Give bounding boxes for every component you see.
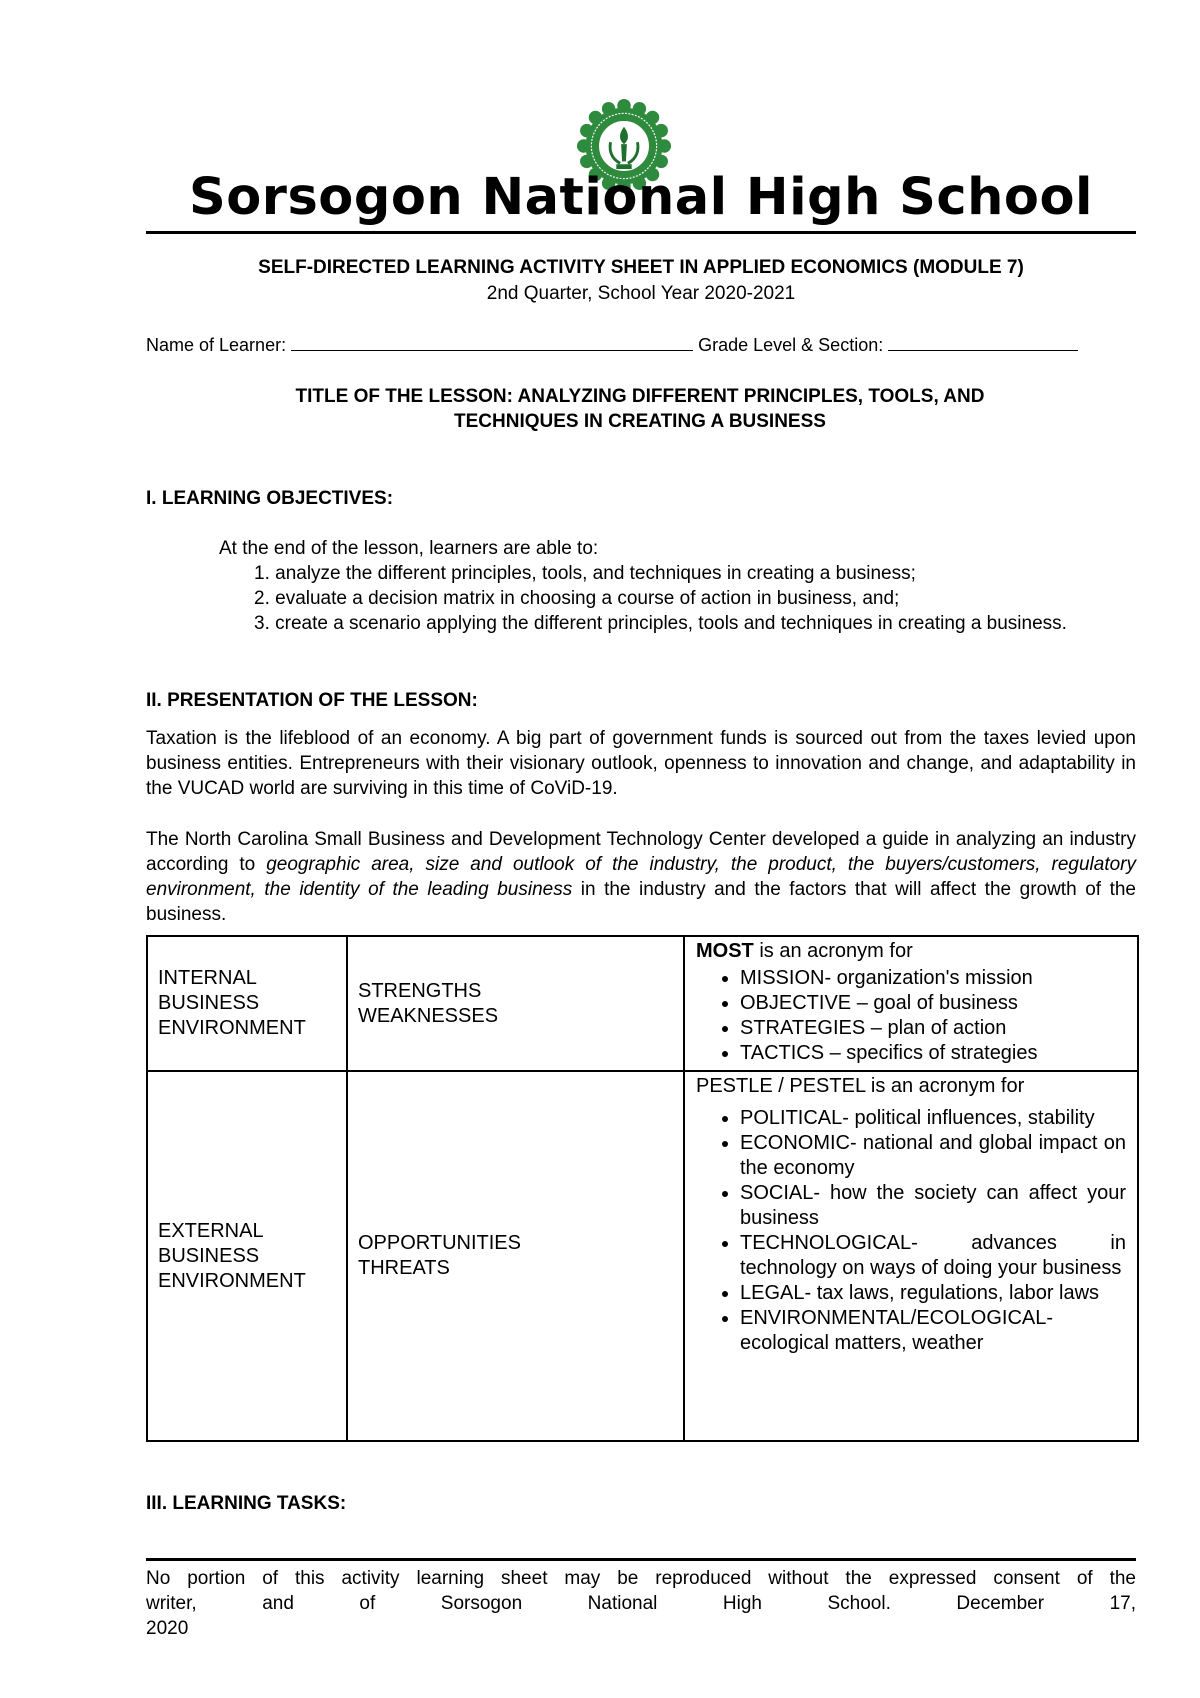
most-intro-rest: is an acronym for bbox=[753, 940, 913, 962]
footer-year: 2020 bbox=[146, 1618, 189, 1639]
objectives-intro: At the end of the lesson, learners are able to: bbox=[219, 538, 599, 559]
objective-item: 3. create a scenario applying the different principles, tools and techniques in creating a business. bbox=[254, 613, 1067, 634]
learner-info-row bbox=[146, 334, 1136, 356]
most-cell bbox=[684, 936, 1138, 1071]
pestel-list bbox=[696, 1106, 1126, 1356]
list-item: • ENVIRONMENTAL/ECOLOGICAL- ecological matters, weather bbox=[740, 1306, 1126, 1356]
lesson-title-line-1: TITLE OF THE LESSON: ANALYZING DIFFERENT PRINCIPLES, TOOLS, AND bbox=[295, 386, 985, 407]
footer-date: December 17, bbox=[956, 1593, 1136, 1614]
pestel-cell bbox=[684, 1071, 1138, 1441]
name-label: Name of Learner: bbox=[146, 335, 287, 355]
name-blank[interactable] bbox=[291, 334, 693, 351]
footer-line-1: No portion of this activity learning sheet may be reproduced without the expressed consent of the bbox=[146, 1568, 1136, 1589]
section-blank[interactable] bbox=[888, 334, 1078, 351]
most-list bbox=[696, 966, 1126, 1066]
paragraph-2-end: in the industry and the factors that will affect the growth of the business. bbox=[146, 879, 1136, 925]
quarter-line: 2nd Quarter, School Year 2020-2021 bbox=[486, 283, 796, 304]
table-row bbox=[147, 1071, 1138, 1441]
internal-env-cell: INTERNAL BUSINESS ENVIRONMENT bbox=[147, 936, 347, 1071]
header-divider bbox=[146, 231, 1136, 234]
list-item: • OBJECTIVE – goal of business bbox=[740, 991, 1126, 1016]
footer-writer: writer, and of Sorsogon National High School. bbox=[146, 1593, 891, 1614]
list-item: • SOCIAL- how the society can affect your business bbox=[740, 1181, 1126, 1231]
weaknesses-label: WEAKNESSES bbox=[358, 1004, 499, 1027]
objective-item: 1. analyze the different principles, tools, and techniques in creating a business; bbox=[254, 563, 916, 584]
sheet-title: SELF-DIRECTED LEARNING ACTIVITY SHEET IN APPLIED ECONOMICS (MODULE 7) bbox=[258, 257, 1024, 278]
external-factors-cell bbox=[347, 1071, 684, 1441]
most-intro bbox=[696, 939, 1126, 964]
footer-notice bbox=[146, 1566, 1136, 1641]
presentation-heading: II. PRESENTATION OF THE LESSON: bbox=[146, 690, 478, 711]
threats-label: THREATS bbox=[358, 1257, 450, 1279]
opportunities-label: OPPORTUNITIES bbox=[358, 1232, 521, 1254]
presentation-paragraph-2 bbox=[146, 827, 1136, 927]
most-acronym: MOST bbox=[696, 940, 754, 962]
list-item: • ECONOMIC- national and global impact on the economy bbox=[740, 1131, 1126, 1181]
business-environment-table bbox=[146, 935, 1139, 1442]
objectives-heading: I. LEARNING OBJECTIVES: bbox=[146, 488, 394, 509]
list-item: • LEGAL- tax laws, regulations, labor laws bbox=[740, 1281, 1126, 1306]
lesson-title-line-2: TECHNIQUES IN CREATING A BUSINESS bbox=[454, 411, 826, 432]
lesson-title bbox=[200, 384, 1080, 434]
footer-line-2 bbox=[146, 1591, 1136, 1616]
internal-factors-cell bbox=[347, 936, 684, 1071]
list-item: • MISSION- organization's mission bbox=[740, 966, 1126, 991]
list-item: • TACTICS – specifics of strategies bbox=[740, 1041, 1126, 1066]
tasks-heading: III. LEARNING TASKS: bbox=[146, 1493, 347, 1514]
objective-item: 2. evaluate a decision matrix in choosing a course of action in business, and; bbox=[254, 588, 900, 609]
section-label: Grade Level & Section: bbox=[698, 335, 884, 355]
footer-divider bbox=[146, 1558, 1136, 1561]
school-name: Sorsogon National High School bbox=[189, 168, 1093, 227]
strengths-label: STRENGTHS bbox=[358, 979, 482, 1002]
presentation-paragraph-1: Taxation is the lifeblood of an economy. A big part of government funds is sourced out from the taxes levied upon business entities. Entrepreneurs with their visionary outlook, openness to innovation and change, and adaptability in the VUCAD world are surviving in this time of CoViD-19. bbox=[146, 728, 1136, 799]
pestel-intro: PESTLE / PESTEL is an acronym for bbox=[696, 1075, 1025, 1097]
table-row bbox=[147, 936, 1138, 1071]
list-item: • STRATEGIES – plan of action bbox=[740, 1016, 1126, 1041]
list-item: • POLITICAL- political influences, stability bbox=[740, 1106, 1126, 1131]
external-env-cell: EXTERNAL BUSINESS ENVIRONMENT bbox=[147, 1071, 347, 1441]
list-item: • TECHNOLOGICAL- advances in technology on ways of doing your business bbox=[740, 1231, 1126, 1281]
paragraph-2-start: The North Carolina Small Business and Development Technology Center developed a guide in analyzing an industry according to bbox=[146, 829, 1136, 875]
paragraph-2-italic: geographic area, size and outlook of the industry, the product, the buyers/customers, regulatory environment, the identity of the leading business bbox=[146, 854, 1137, 900]
